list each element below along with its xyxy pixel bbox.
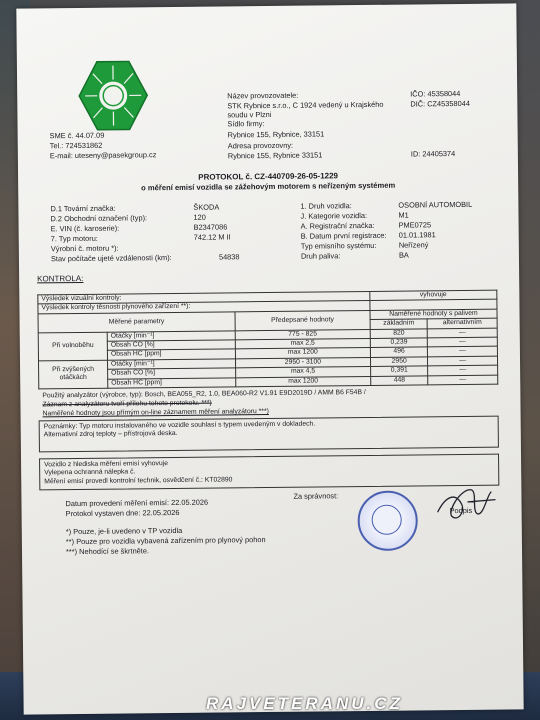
alt-cell: —	[428, 356, 498, 366]
vehicle-field-value: 742.12 M II	[193, 232, 231, 242]
notes-box	[39, 416, 499, 453]
basic-cell: 820	[370, 328, 428, 338]
measurement-date: Datum provedení měření emisí: 22.05.2026	[65, 497, 209, 509]
signature-label: Podpis	[449, 505, 473, 516]
protocol-document	[16, 3, 523, 714]
alt-cell: —	[428, 347, 498, 357]
basic-cell: 0,391	[370, 366, 428, 376]
header-measured: Naměřené hodnoty s palivem	[370, 309, 497, 320]
header-basic: základním	[370, 319, 428, 329]
vehicle-field-value: 01.01.1981	[398, 230, 436, 240]
vehicle-field-value: BA	[398, 250, 409, 260]
vehicle-field-label: E. VIN (č. karoserie):	[50, 223, 120, 234]
vehicle-field-value: M1	[398, 210, 409, 220]
notes-line: Alternativní zdroj teploty – přístrojová deska.	[43, 430, 178, 439]
result-line: Vozidlo z hlediska měření emisí vyhovuje	[44, 460, 169, 469]
vehicle-field-value: OSOBNÍ AUTOMOBIL	[398, 199, 473, 210]
vehicle-field-label: Typ emisního systému:	[300, 240, 377, 251]
vehicle-field-label: Druh paliva:	[300, 251, 341, 261]
dic: DIČ: CZ45358044	[410, 98, 470, 109]
basic-cell: 496	[370, 347, 428, 357]
analyzer-online: Naměřené hodnoty jsou přímým on-line záznamem měření analyzátoru ***)	[42, 408, 269, 418]
vehicle-field-value: Neřízený	[398, 240, 429, 250]
responsible-label: Za správnost:	[293, 491, 339, 501]
limit-cell: max 2,5	[235, 338, 370, 349]
param-cell: Otáčky [min⁻¹]	[107, 330, 235, 341]
premises-address: Rybnice 155, Rybnice 33151	[227, 150, 323, 161]
operator-name: STK Rybnice s.r.o., C 1924 vedený u Krajského	[227, 99, 384, 111]
group-high-rpm: Při zvýšených otáčkách	[39, 360, 108, 389]
header-limit: Předepsané hodnoty	[235, 310, 370, 330]
vehicle-field-label: Stav počítače ujeté vzdálenosti (km):	[50, 253, 172, 264]
vehicle-field-label: B. Datum první registrace:	[300, 230, 387, 241]
limit-cell: 775 - 825	[235, 329, 370, 340]
visual-check-label: Výsledek vizuální kontroly:	[38, 291, 370, 304]
seat-label: Sídlo firmy:	[227, 119, 265, 129]
footnote: **) Pouze pro vozidla vybavená zařízením pro plynový pohon	[65, 535, 266, 547]
signature-icon	[431, 482, 501, 529]
param-cell: Obsah HC [ppm]	[108, 378, 236, 389]
alt-cell: —	[428, 337, 498, 347]
basic-cell: 2950	[370, 357, 428, 367]
vehicle-field-label: 7. Typ motoru:	[50, 233, 98, 244]
param-cell: Obsah HC [ppm]	[107, 349, 235, 360]
operator-court: soudu v Plzni	[227, 109, 272, 120]
protocol-title: PROTOKOL č. CZ-440709-26-05-1229	[198, 171, 339, 182]
limit-cell: max 4,5	[235, 367, 370, 378]
operator-label: Název provozovatele:	[227, 90, 299, 101]
kontrola-heading: KONTROLA:	[37, 273, 84, 284]
leak-check-label: Výsledek kontroly těsnosti plynového zařízení **):	[38, 301, 370, 314]
basic-cell: 448	[371, 376, 429, 386]
measurement-table	[37, 290, 498, 390]
vehicle-field-value: 120	[193, 212, 206, 222]
limit-cell: max 1200	[236, 376, 371, 387]
vehicle-field-label: 1. Druh vozidla:	[300, 201, 352, 211]
footnote: ***) Nehodící se škrtněte.	[65, 546, 150, 557]
param-cell: Obsah CO [%]	[107, 340, 235, 351]
vehicle-field-value: 54838	[218, 252, 240, 262]
vehicle-field-label: Výrobní č. motoru *):	[50, 243, 119, 254]
visual-check-value: vyhovuje	[370, 290, 497, 301]
vehicle-field-value: PME0725	[398, 220, 432, 230]
vehicle-field-label: D.2 Obchodní označení (typ):	[50, 213, 148, 224]
record-id: ID: 24405374	[410, 149, 456, 159]
alt-cell: —	[428, 365, 498, 375]
limit-cell: max 1200	[235, 348, 370, 359]
header-param: Měřené parametry	[38, 312, 235, 333]
alt-cell: —	[428, 328, 498, 338]
sme-number: SME č. 44.07.09	[49, 130, 105, 141]
result-line: Vylepena ochranná nálepka č.	[44, 468, 136, 477]
issue-date: Protokol vystaven dne: 22.05.2026	[65, 507, 180, 519]
phone: Tel.: 724531862	[49, 140, 103, 151]
param-cell: Otáčky [min⁻¹]	[108, 359, 236, 370]
email: E-mail: uteseny@pasekgroup.cz	[49, 150, 157, 161]
notes-line: Poznámky: Typ motoru instalovaného ve vozidle souhlasí s typem uvedeným v dokladech.	[43, 420, 316, 431]
protocol-subtitle: o měření emisí vozidla se zážehovým motorem s neřízeným systémem	[141, 180, 396, 193]
analyzer-line: Použitý analyzátor (výrobce, typ): Bosch, BEA055_R2, 1.0, BEA060-R2 V1.91 E9D2019D / AMM B6 F54B /	[42, 388, 366, 400]
footnote: *) Pouze, je-li uvedeno v TP vozidla	[65, 525, 183, 537]
basic-cell: 0,239	[370, 338, 428, 348]
site-watermark: RAJVETERANU.CZ	[206, 694, 403, 713]
limit-cell: 2950 - 3100	[235, 357, 370, 368]
result-line: Měření emisí provedl kontrolní technik, osvědčení č.: KT02890	[44, 476, 233, 486]
vehicle-field-value: B2347086	[193, 222, 228, 232]
stk-logo-icon	[77, 59, 150, 132]
official-stamp-icon	[357, 490, 418, 551]
alt-cell: —	[428, 375, 498, 385]
vehicle-field-label: J. Kategorie vozidla:	[300, 210, 368, 221]
ico: IČO: 45358044	[410, 88, 461, 99]
seat-address: Rybnice 155, Rybnice, 33151	[227, 129, 325, 140]
param-cell: Obsah CO [%]	[108, 368, 236, 379]
analyzer-attachment: Záznam z analyzátoru tvoří přílohu tohoto protokolu. ***)	[42, 399, 212, 409]
vehicle-field-value: ŠKODA	[193, 202, 220, 212]
result-box	[39, 454, 499, 491]
vehicle-field-label: A. Registrační značka:	[300, 220, 375, 231]
group-idle: Při volnoběhu	[38, 332, 107, 361]
vehicle-field-label: D.1 Tovární značka:	[50, 203, 116, 214]
header-alt: alternativním	[428, 318, 498, 328]
premises-label: Adresa provozovny:	[227, 140, 294, 151]
